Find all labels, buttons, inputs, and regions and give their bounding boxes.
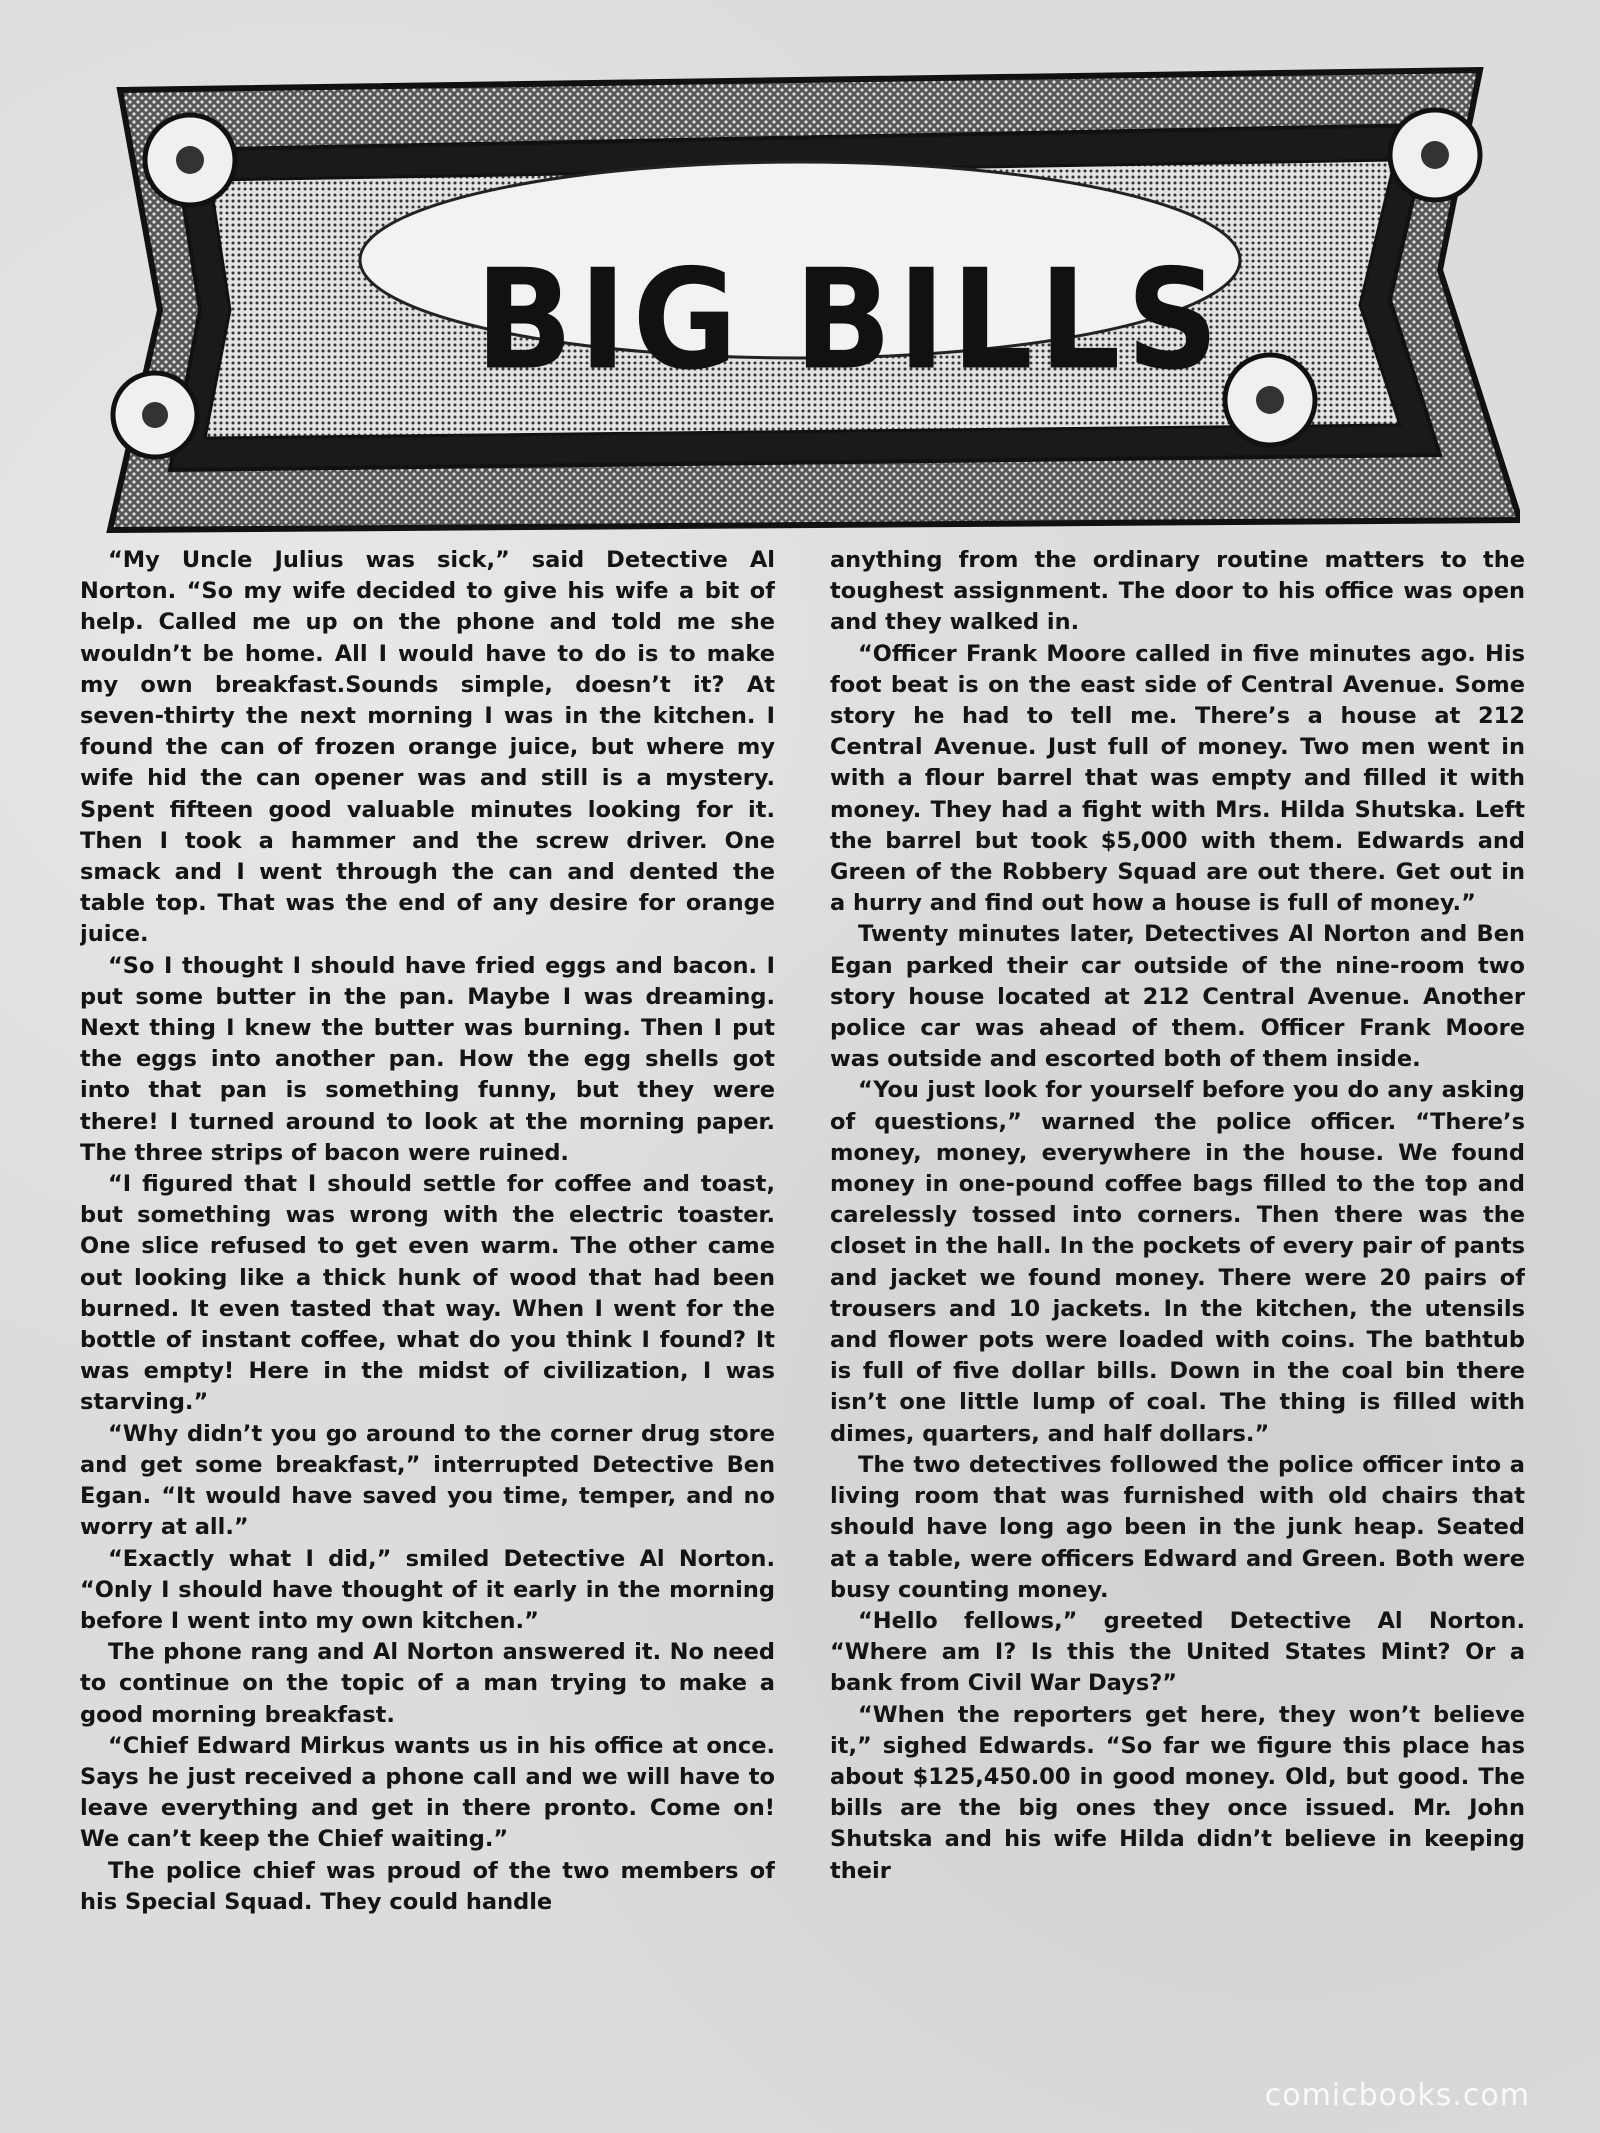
paragraph: “You just look for yourself before you do any asking of questions,” warned the police officer. “There’s money, money, everywhere in the house. We found money in one-pound coffee bags filled to the top and carelessly tossed into corners. Then there was the closet in the hall. In the pockets of every pair of pants and jacket we found money. There were 20 pairs of trousers and 10 jackets. In the kitchen, the utensils and flower pots were loaded with coins. The bathtub is full of five dollar bills. Down in the coal bin there isn’t one little lump of coal. The thing is filled with dimes, quarters, and half dollars.” bbox=[830, 1077, 1525, 1447]
paragraph: “Why didn’t you go around to the corner drug store and get some breakfast,” interrupted Detective Ben Egan. “It would have saved you time, temper, and no worry at all.” bbox=[80, 1420, 775, 1541]
paragraph: “So I thought I should have fried eggs and bacon. I put some butter in the pan. Maybe I was dreaming. Next thing I knew the butter was burning. Then I put the eggs into another pan. How the egg shells got into that pan is something funny, but they were there! I turned around to look at the morning paper. The three strips of bacon were ruined. bbox=[80, 952, 775, 1166]
paragraph: The phone rang and Al Norton answered it. No need to continue on the topic of a man trying to make a good morning breakfast. bbox=[80, 1639, 775, 1728]
paragraph: “My Uncle Julius was sick,” said Detective Al Norton. “So my wife decided to give his wife a bit of help. Called me up on the phone and told me she wouldn’t be home. All I would have to do is to make my own breakfast.Sounds simple, doesn’t it? At seven-thirty the next morning I was in the kitchen. I found the can of frozen orange juice, but where my wife hid the can opener was and still is a mystery. Spent fifteen good valuable minutes looking for it. Then I took a hammer and the screw driver. One smack and I went through the can and dented the table top. That was the end of any desire for orange juice. bbox=[80, 547, 775, 948]
title-banner bbox=[80, 60, 1520, 540]
article-body bbox=[70, 545, 1530, 2065]
paragraph: “When the reporters get here, they won’t believe it,” sighed Edwards. “So far we figure this place has about $125,450.00 in good money. Old, but good. The bills are the big ones they once issued. Mr. John Shutska and his wife Hilda didn’t believe in keeping their bbox=[830, 1701, 1525, 1884]
paragraph: “Hello fellows,” greeted Detective Al Norton. “Where am I? Is this the United States Mint? Or a bank from Civil War Days?” bbox=[830, 1607, 1525, 1697]
paragraph: The police chief was proud of the two members of his Special Squad. They could handle bbox=[80, 1857, 775, 1915]
paragraph: The two detectives followed the police officer into a living room that was furnished with old chairs that should have long ago been in the junk heap. Seated at a table, were officers Edward and Green. Both were busy counting money. bbox=[830, 1451, 1525, 1603]
article-column-left bbox=[80, 545, 775, 2065]
paragraph: Twenty minutes later, Detectives Al Norton and Ben Egan parked their car outside of the nine-room two story house located at 212 Central Avenue. Another police car was ahead of them. Officer Frank Moore was outside and escorted both of them inside. bbox=[830, 921, 1525, 1073]
paragraph: anything from the ordinary routine matters to the toughest assignment. The door to his office was open and they walked in. bbox=[830, 547, 1525, 636]
paragraph: “Exactly what I did,” smiled Detective Al Norton. “Only I should have thought of it early in the morning before I went into my own kitchen.” bbox=[80, 1545, 775, 1634]
paragraph: “Chief Edward Mirkus wants us in his office at once. Says he just received a phone call and we will have to leave everything and get in there pronto. Come on! We can’t keep the Chief waiting.” bbox=[80, 1732, 775, 1853]
watermark: comicbooks.com bbox=[1264, 2078, 1530, 2113]
paragraph: “I figured that I should settle for coffee and toast, but something was wrong with the electric toaster. One slice refused to get even warm. The other came out looking like a thick hunk of wood that had been burned. It even tasted that way. When I went for the bottle of instant coffee, what do you think I found? It was empty! Here in the midst of civilization, I was starving.” bbox=[80, 1171, 775, 1416]
paragraph: “Officer Frank Moore called in five minutes ago. His foot beat is on the east side of Central Avenue. Some story he had to tell me. There’s a house at 212 Central Avenue. Just full of money. Two men went in with a flour barrel that was empty and filled it with money. They had a fight with Mrs. Hilda Shutska. Left the barrel but took $5,000 with them. Edwards and Green of the Robbery Squad are out there. Get out in a hurry and find out how a house is full of money.” bbox=[830, 640, 1525, 917]
article-column-right bbox=[830, 545, 1525, 2065]
article-title: BIG BILLS bbox=[475, 239, 1225, 401]
